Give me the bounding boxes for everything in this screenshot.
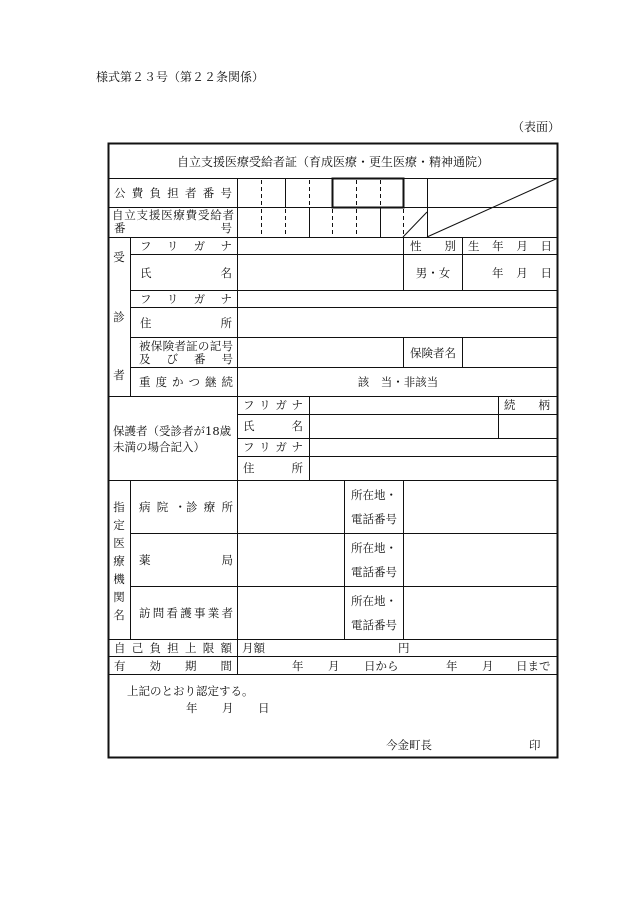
- cert-month: 月: [222, 701, 234, 715]
- sex-label: 性 別: [410, 239, 456, 253]
- form-number: 様式第２３号（第２２条関係）: [96, 70, 265, 84]
- form-title: 自立支援医療受給者証（育成医療・更生医療・精神通院）: [176, 155, 489, 169]
- mayor-title: 今金町長: [386, 738, 432, 752]
- copay-monthly: 月額: [242, 641, 265, 655]
- address-furigana-label: フ リ ガ ナ: [140, 292, 232, 306]
- insurance-label-2: 及 び 番 号: [139, 352, 233, 366]
- sex-options: 男・女: [415, 266, 451, 280]
- validity-from-month: 月: [328, 659, 340, 673]
- inst-char-7: 名: [113, 608, 125, 622]
- side-label: （表面）: [512, 120, 561, 134]
- relation-label: 続 柄: [504, 398, 550, 412]
- pharmacy-location-label-2: 電話番号: [351, 565, 397, 579]
- insurer-label: 保険者名: [410, 346, 456, 360]
- guardian-name-label: 氏 名: [243, 419, 303, 433]
- cert-day: 日: [258, 701, 270, 715]
- hospital-label: 病 院 ・診 療 所: [139, 500, 233, 514]
- inst-char-2: 定: [113, 518, 125, 532]
- validity-to-year: 年: [446, 659, 458, 673]
- pharmacy-location-label-1: 所在地・: [351, 541, 397, 555]
- insurance-label-1: 被保険者証の記号: [139, 339, 233, 353]
- address-label: 住 所: [140, 316, 232, 330]
- copay-yen: 円: [398, 641, 410, 655]
- validity-to-month: 月: [482, 659, 494, 673]
- hospital-location-label-2: 電話番号: [351, 512, 397, 526]
- validity-from-year: 年: [292, 659, 304, 673]
- recipient-number-label-2: 番 号: [114, 221, 232, 235]
- nursing-location-label-2: 電話番号: [351, 618, 397, 632]
- inst-char-3: 医: [113, 536, 125, 550]
- guardian-label-2: 未満の場合記入）: [113, 440, 205, 454]
- validity-from-day: 日から: [364, 659, 399, 673]
- nursing-label: 訪 問 看 護 事 業 者: [139, 606, 233, 620]
- patient-section-char-2: 診: [113, 310, 125, 324]
- inst-char-5: 機: [113, 572, 125, 586]
- inst-char-1: 指: [113, 500, 125, 514]
- patient-furigana-label: フ リ ガ ナ: [140, 239, 232, 253]
- guardian-label-1: 保護者（受診者が18歳: [113, 424, 232, 438]
- guardian-furigana-label: フ リ ガ ナ: [243, 398, 303, 412]
- payer-number-label: 公 費 負 担 者 番 号: [114, 186, 232, 200]
- dob-label: 生 年 月 日: [468, 239, 552, 253]
- seal-mark: 印: [529, 738, 541, 752]
- severity-options: 該 当・非該当: [357, 375, 439, 389]
- validity-to-day: 日まで: [516, 659, 551, 673]
- guardian-address-label: 住 所: [243, 461, 303, 475]
- patient-name-label: 氏 名: [140, 266, 232, 280]
- copay-limit-label: 自 己 負 担 上 限 額: [114, 641, 232, 655]
- cert-year: 年: [186, 701, 198, 715]
- inst-char-6: 関: [113, 590, 125, 604]
- inst-char-4: 療: [113, 554, 125, 568]
- patient-section-char-1: 受: [113, 250, 125, 264]
- patient-section-char-3: 者: [113, 368, 125, 382]
- hospital-location-label-1: 所在地・: [351, 488, 397, 502]
- severity-label: 重 度 か つ 継 続: [139, 375, 233, 389]
- pharmacy-label: 薬 局: [139, 553, 233, 567]
- validity-label: 有 効 期 間: [114, 659, 232, 673]
- certification-text: 上記のとおり認定する。: [127, 684, 254, 698]
- nursing-location-label-1: 所在地・: [351, 594, 397, 608]
- guardian-address-furigana-label: フ リ ガ ナ: [243, 440, 303, 454]
- dob-value: 年 月 日: [492, 266, 552, 280]
- recipient-number-label-1: 自立支援医療費受給者: [112, 208, 234, 222]
